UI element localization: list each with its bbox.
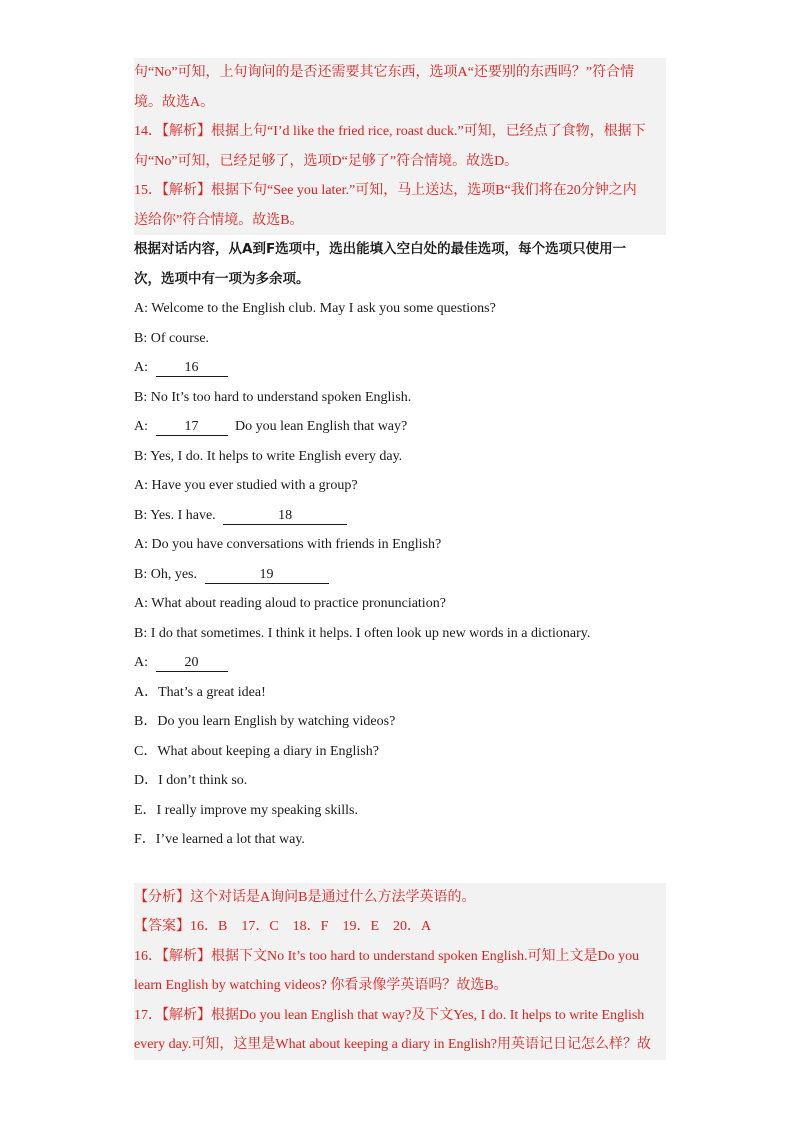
- blank-17: 17: [156, 419, 228, 436]
- instruction-line: 根据对话内容，从A到F选项中，选出能填入空白处的最佳选项，每个选项只使用一: [134, 241, 627, 257]
- explanation-line: 送给你”符合情境。故选B。: [134, 212, 304, 228]
- option-e: E．I really improve my speaking skills.: [134, 802, 358, 818]
- option-a: A．That’s a great idea!: [134, 684, 266, 700]
- explanation-16: 16．【解析】根据下文No It’s too hard to understand spoken English.可知上文是Do you: [134, 948, 640, 964]
- blank-19: 19: [205, 567, 329, 584]
- blank-20: 20: [156, 655, 228, 672]
- previous-explanations: [134, 58, 666, 235]
- dialogue-text: B: Oh, yes.: [134, 566, 197, 582]
- dialogue-text: Do you lean English that way?: [235, 419, 408, 434]
- instruction-line: 次，选项中有一项为多余项。: [134, 270, 310, 287]
- instructions: [134, 235, 666, 294]
- explanation-line: 15．【解析】根据下句“See you later.”可知，马上送达，选项B“我们将在20分钟之内: [134, 183, 637, 198]
- explanation-line: 境。故选A。: [134, 94, 215, 110]
- dialogue-line: B: Of course.: [134, 330, 210, 346]
- explanation-line: 14．【解析】根据上句“I’d like the fried rice, roast duck.”可知，已经点了食物，根据下: [134, 124, 646, 139]
- speaker-prefix: A:: [134, 655, 148, 670]
- dialogue-line: B: Yes, I do. It helps to write English every day.: [134, 448, 403, 464]
- dialogue-line: A: Welcome to the English club. May I ask you some questions?: [134, 301, 496, 316]
- analysis-line: 【分析】这个对话是A询问B是通过什么方法学英语的。: [134, 889, 476, 905]
- dialogue: [134, 294, 666, 678]
- options-list: [134, 678, 666, 855]
- option-d: D．I don’t think so.: [134, 773, 248, 788]
- speaker-prefix: A:: [134, 360, 148, 375]
- dialogue-line: [134, 412, 666, 442]
- explanation-17-cont: every day.可知，这里是What about keeping a diary in English?用英语记日记怎么样？故: [134, 1037, 651, 1052]
- dialogue-line: A: Have you ever studied with a group?: [134, 478, 358, 493]
- dialogue-line: A: What about reading aloud to practice pronunciation?: [134, 596, 446, 611]
- dialogue-text: B: Yes. I have.: [134, 507, 216, 523]
- answer-key: 【答案】16．B 17．C 18．F 19．E 20．A: [134, 919, 432, 934]
- dialogue-line: B: No It’s too hard to understand spoken English.: [134, 389, 412, 405]
- blank-16: 16: [156, 360, 228, 377]
- explanation-line: 句“No”可知，上句询问的是否还需要其它东西，选项A“还要别的东西吗？”符合情: [134, 65, 635, 80]
- dialogue-line: B: I do that sometimes. I think it helps. I often look up new words in a dictionary.: [134, 625, 591, 641]
- dialogue-line: [134, 560, 666, 590]
- blank-18: 18: [223, 508, 347, 525]
- dialogue-line: [134, 501, 666, 531]
- answer-section: [134, 883, 666, 1060]
- document-page: [134, 58, 666, 1060]
- explanation-line: 句“No”可知，已经足够了，选项D“足够了”符合情境。故选D。: [134, 153, 519, 169]
- explanation-16-cont: learn English by watching videos? 你看录像学英语吗？故选B。: [134, 978, 508, 993]
- dialogue-line: A: Do you have conversations with friends in English?: [134, 537, 442, 552]
- dialogue-line: [134, 648, 666, 678]
- explanation-17: 17．【解析】根据Do you lean English that way?及下文Yes, I do. It helps to write English: [134, 1007, 645, 1023]
- option-b: B．Do you learn English by watching videos?: [134, 714, 396, 729]
- speaker-prefix: A:: [134, 419, 148, 434]
- dialogue-line: [134, 353, 666, 383]
- spacer: [134, 855, 666, 883]
- option-f: F．I’ve learned a lot that way.: [134, 832, 305, 847]
- option-c: C．What about keeping a diary in English?: [134, 743, 379, 759]
